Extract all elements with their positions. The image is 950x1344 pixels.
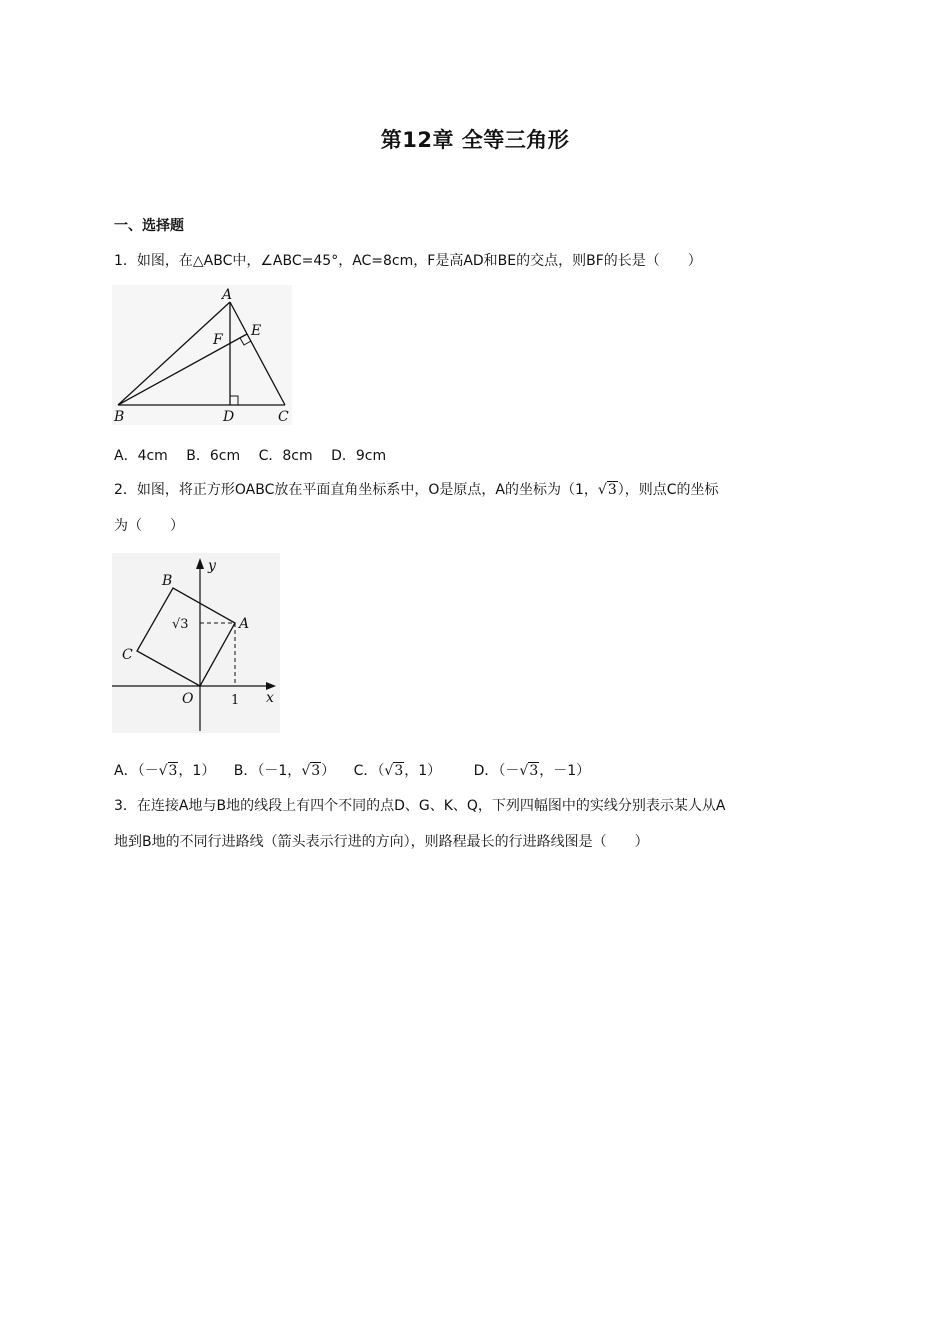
label-b: B bbox=[114, 409, 125, 425]
q2-text-prefix: 2．如图，将正方形OABC放在平面直角坐标系中，O是原点，A的坐标为（1， bbox=[114, 482, 598, 498]
sqrt-symbol: √3 bbox=[597, 482, 617, 498]
option-c: C．（√3，1） bbox=[353, 763, 442, 779]
option-a: A．（－√3，1） bbox=[114, 763, 216, 779]
label-x: x bbox=[266, 690, 274, 706]
label-c: C bbox=[278, 409, 289, 425]
label-e: E bbox=[251, 323, 262, 339]
question-2-text-line2: 为（ ） bbox=[114, 518, 184, 534]
label-o: O bbox=[182, 691, 194, 707]
question-2-figure bbox=[112, 553, 280, 733]
label-a: A bbox=[239, 616, 250, 632]
option-d: D．（－√3，－1） bbox=[473, 763, 591, 779]
q2-text-suffix: ），则点C的坐标 bbox=[617, 482, 719, 498]
label-c: C bbox=[122, 647, 133, 663]
label-d: D bbox=[223, 409, 235, 425]
label-b: B bbox=[162, 573, 173, 589]
option-a: A．4cm bbox=[114, 448, 168, 464]
question-3-text-line2: 地到B地的不同行进路线（箭头表示行进的方向），则路程最长的行进路线图是（ ） bbox=[114, 834, 649, 850]
section-heading: 一、选择题 bbox=[114, 218, 184, 234]
question-2-text bbox=[114, 479, 719, 499]
chapter-title: 第12章 全等三角形 bbox=[380, 128, 570, 152]
option-d: D．9cm bbox=[331, 448, 387, 464]
question-2-options bbox=[114, 760, 604, 780]
label-f: F bbox=[213, 332, 223, 348]
option-c: C．8cm bbox=[258, 448, 313, 464]
question-1-text: 1．如图，在△ABC中，∠ABC=45°，AC=8cm，F是高AD和BE的交点，则BF的长是（ ） bbox=[114, 253, 702, 269]
label-one: 1 bbox=[231, 693, 240, 708]
label-sqrt3: √3 bbox=[172, 617, 189, 632]
question-1-figure bbox=[112, 285, 292, 425]
label-y: y bbox=[208, 558, 216, 574]
option-b: B．（－1，√3） bbox=[233, 763, 336, 779]
question-1-options bbox=[114, 445, 400, 465]
option-b: B．6cm bbox=[186, 448, 241, 464]
label-a: A bbox=[222, 287, 233, 303]
question-3-text-line1: 3．在连接A地与B地的线段上有四个不同的点D、G、K、Q，下列四幅图中的实线分别表示某人从A bbox=[114, 798, 726, 814]
